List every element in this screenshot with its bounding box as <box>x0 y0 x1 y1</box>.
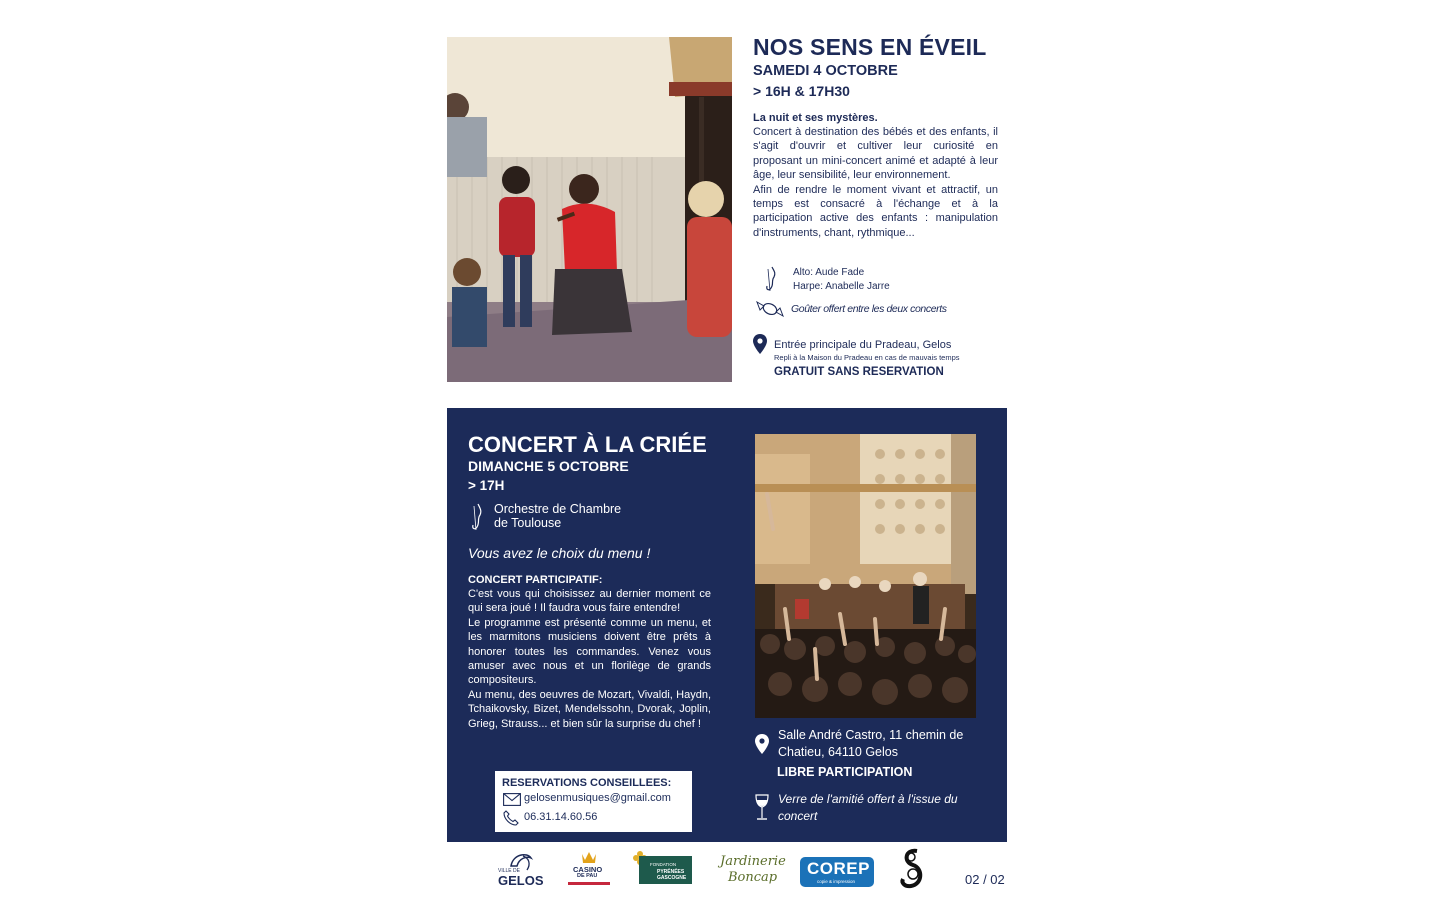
event2-paragraph-1: C'est vous qui choisissez au dernier moment ce qui sera joué ! Il faudra vous faire entendre! <box>468 588 711 615</box>
event1-paragraph-2: Afin de rendre le moment vivant et attractif, un temps est consacré à l'échange et à la participation active des enfants : manipulation d'instruments, chant, rythmique... <box>753 183 998 239</box>
event2-drink <box>778 791 978 825</box>
logo-ville-de-gelos <box>497 848 547 892</box>
violin-icon <box>762 265 780 293</box>
location-pin-icon-white <box>755 734 769 754</box>
corep-name: COREP <box>807 859 870 878</box>
reservation-phone[interactable]: 06.31.14.60.56 <box>524 811 598 823</box>
reservation-box <box>495 771 692 832</box>
orchestra-line-2: de Toulouse <box>494 516 562 530</box>
musician-harp: Harpe: Anabelle Jarre <box>793 281 890 292</box>
casino-line-1: CASINO <box>573 865 603 874</box>
event2-pricing: LIBRE PARTICIPATION <box>777 765 913 779</box>
fondation-line-2: GASCOGNE <box>657 875 687 881</box>
logo-fondation-pyrenees-gascogne <box>631 848 693 892</box>
logo-jardinerie-boncap <box>716 848 786 892</box>
jardinerie-line-2: Boncap <box>728 870 778 885</box>
fondation-small: FONDATION <box>650 862 677 867</box>
event1-musicians <box>793 266 890 294</box>
logo-corep <box>800 848 875 892</box>
event2-title: CONCERT À LA CRIÉE <box>468 432 707 457</box>
candy-icon <box>755 298 785 320</box>
event2-orchestra <box>494 502 621 530</box>
event2-time: > 17H <box>468 478 505 493</box>
gelos-small: VILLE DE <box>498 868 520 874</box>
event1-pricing: GRATUIT SANS RESERVATION <box>774 366 944 378</box>
address-line-1: Salle André Castro, 11 chemin de <box>778 728 964 742</box>
logo-gelos-en-musiques <box>897 848 929 892</box>
event1-title: NOS SENS EN ÉVEIL <box>753 34 987 60</box>
logo-casino-de-pau <box>566 848 612 892</box>
fondation-line-1: PYRÉNÉES <box>657 869 685 875</box>
violin-icon-white <box>469 502 485 532</box>
reservation-email[interactable]: gelosenmusiques@gmail.com <box>524 792 671 804</box>
event2-tagline: Vous avez le choix du menu ! <box>468 545 651 561</box>
corep-sub: copie & impression <box>817 879 856 884</box>
event1-subtitle: La nuit et ses mystères. <box>753 112 878 124</box>
event1-time: > 16H & 17H30 <box>753 83 850 99</box>
event2-date: DIMANCHE 5 OCTOBRE <box>468 458 629 474</box>
gelos-name: GELOS <box>498 873 544 888</box>
wine-glass-icon <box>754 794 770 822</box>
musician-alto: Alto: Aude Fade <box>793 267 865 278</box>
location-pin-icon <box>753 334 767 354</box>
page-number: 02 / 02 <box>965 872 1005 887</box>
event1-date: SAMEDI 4 OCTOBRE <box>753 63 898 79</box>
phone-icon <box>503 810 519 826</box>
event1-location: Entrée principale du Pradeau, Gelos <box>774 339 952 351</box>
event2-description <box>468 573 711 731</box>
event1-paragraph-1: Concert à destination des bébés et des enfants, il s'agit d'ouvrir et cultiver leur curiosité en proposant un mini-concert animé et adapté à leur âge, leur sensibilité, leur environnement. <box>753 126 998 182</box>
jardinerie-line-1: Jardinerie <box>720 854 786 869</box>
orchestra-line-1: Orchestre de Chambre <box>494 502 622 516</box>
children-concert-photo <box>447 37 732 382</box>
event2-section-heading: CONCERT PARTICIPATIF: <box>468 574 603 586</box>
event1-header <box>753 34 998 240</box>
address-line-2: Chatieu, 64110 Gelos <box>778 745 898 759</box>
casino-line-2: DE PAU <box>577 873 598 879</box>
drink-line-1: Verre de l'amitié offert à l'issue du <box>778 792 958 806</box>
event1-location-note: Repli à la Maison du Pradeau en cas de mauvais temps <box>774 353 960 362</box>
envelope-icon <box>503 793 521 806</box>
event2-address <box>778 727 978 761</box>
event1-snack: Goûter offert entre les deux concerts <box>791 303 947 315</box>
reservation-title: RESERVATIONS CONSEILLEES: <box>502 777 672 789</box>
concert-hall-photo <box>755 434 976 718</box>
drink-line-2: concert <box>778 809 818 823</box>
event2-paragraph-2: Le programme est présenté comme un menu, et les marmitons musiciens doivent être prêts à honorer toutes les commandes. Venez vous amuser avec nous et un florilège de grands compositeurs. <box>468 616 711 687</box>
event2-paragraph-3: Au menu, des oeuvres de Mozart, Vivaldi, Haydn, Tchaikovsky, Bizet, Mendelssohn, Dvorak, Joplin, Grieg, Strauss... et bien sûr la surprise du chef ! <box>468 688 711 730</box>
